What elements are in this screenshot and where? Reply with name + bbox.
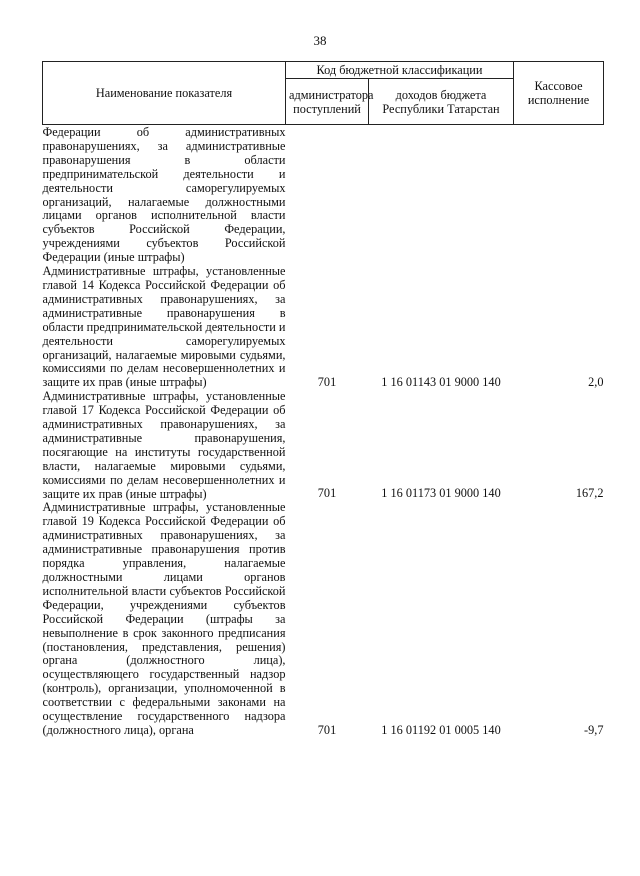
cash-amount-cell: 2,0 bbox=[588, 375, 604, 390]
header-cash-execution: Кассовое исполнение bbox=[514, 62, 604, 125]
indicator-name-cell: Федерации об административных правонарушениях, за административные правонарушения в области предпринимательской деятельности и деятельности саморегулируемых организаций, налагаемые должностными лицами органов исполнительной власти субъектов Российской Федерации, учреждениями субъектов Российской Федерации (иные штрафы) bbox=[42, 125, 286, 265]
header-administrator: администратора поступлений bbox=[286, 79, 369, 125]
admin-code-cell: 701 bbox=[317, 375, 337, 390]
income-code-cell: 1 16 01173 01 9000 140 bbox=[381, 486, 501, 501]
cash-amount-cell: 167,2 bbox=[575, 486, 604, 501]
income-code-cell: 1 16 01192 01 0005 140 bbox=[381, 722, 501, 737]
indicator-name-cell: Административные штрафы, установленные главой 17 Кодекса Российской Федерации об административных правонарушениях, за административные правонарушения, посягающие на институты государственной власти, налагаемые мировыми судьями, комиссиями по делам несовершеннолетних и защите их прав (иные штрафы) bbox=[42, 389, 286, 501]
cash-amount-cell bbox=[514, 125, 604, 266]
admin-code-cell bbox=[286, 125, 369, 266]
table-row bbox=[43, 265, 604, 390]
table-row bbox=[43, 390, 604, 501]
indicator-name-cell: Административные штрафы, установленные главой 14 Кодекса Российской Федерации об административных правонарушениях, за административные правонарушения в области предпринимательской деятельности и деятельности саморегулируемых организаций, налагаемые мировыми судьями, комиссиями по делам несовершеннолетних и защите их прав (иные штрафы) bbox=[42, 264, 286, 390]
header-budget-income: доходов бюджета Республики Татарстан bbox=[369, 79, 514, 125]
income-code-cell bbox=[369, 125, 514, 266]
page-number: 38 bbox=[313, 33, 327, 48]
admin-code-cell: 701 bbox=[317, 486, 337, 501]
cash-amount-cell: -9,7 bbox=[584, 722, 604, 737]
table-row bbox=[43, 125, 604, 266]
table-body bbox=[43, 125, 604, 738]
table-header bbox=[43, 62, 604, 125]
admin-code-cell: 701 bbox=[317, 722, 337, 737]
budget-table bbox=[42, 61, 604, 738]
header-indicator-name: Наименование показателя bbox=[43, 62, 286, 125]
income-code-cell: 1 16 01143 01 9000 140 bbox=[381, 375, 501, 390]
header-classification-group: Код бюджетной классификации bbox=[286, 62, 514, 79]
indicator-name-cell: Административные штрафы, установленные главой 19 Кодекса Российской Федерации об административных правонарушениях, за административные правонарушения против порядка управления, налагаемые должностными лицами органов исполнительной власти субъектов Российской Федерации, учреждениями субъектов Российской Федерации (штрафы за невыполнение в срок законного предписания (постановления, представления, решения) органа (должностного лица), осуществляющего государственный надзор (контроль), организации, уполномоченной в соответствии с федеральными законами на осуществление государственного надзора (должностного лица), органа bbox=[42, 500, 286, 737]
table-row bbox=[43, 501, 604, 737]
